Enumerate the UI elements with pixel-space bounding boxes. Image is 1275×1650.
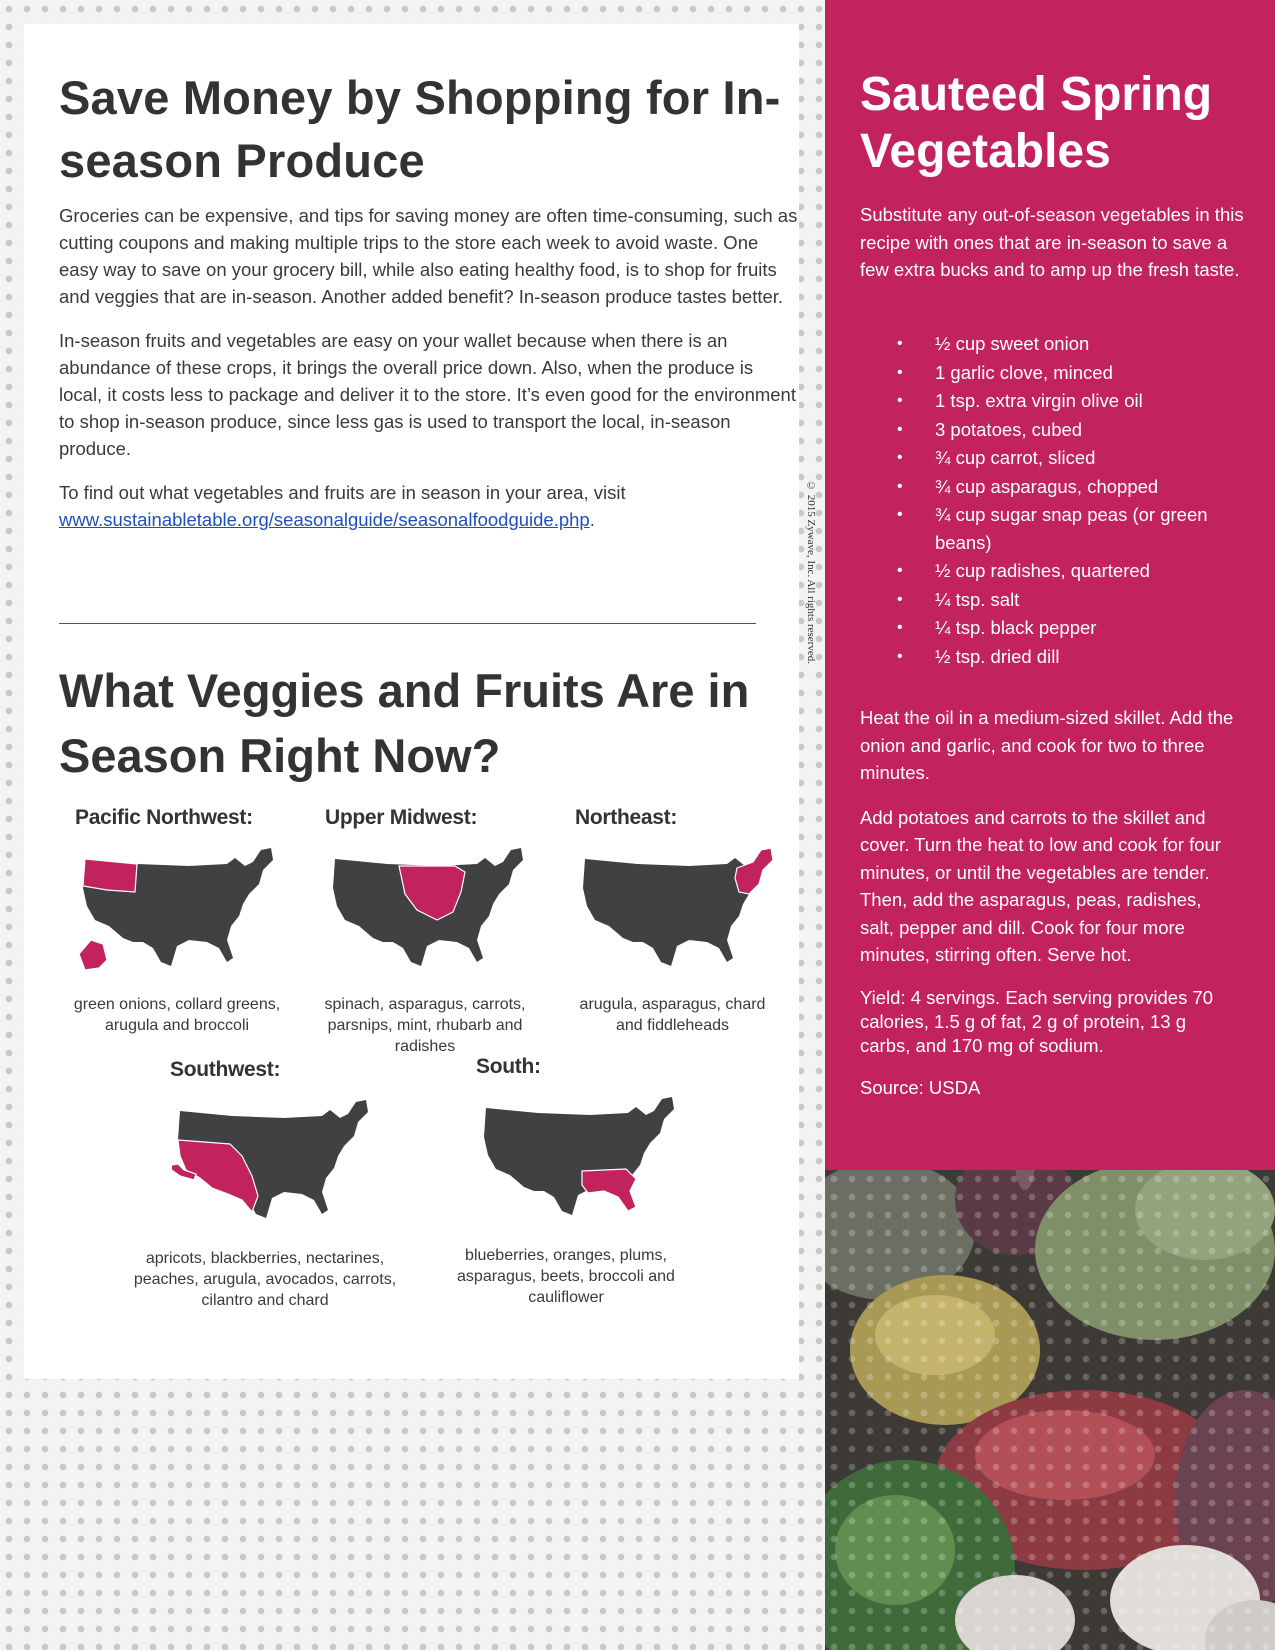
article bbox=[59, 66, 799, 533]
region-title: Pacific Northwest: bbox=[75, 806, 253, 829]
vegetables-photo bbox=[825, 1170, 1275, 1650]
recipe-step-2: Add potatoes and carrots to the skillet and cover. Turn the heat to low and cook for four minutes, or until the vegetables are tender. Then, add the asparagus, peas, radishes, salt, pepper and dill. Cook for four more minutes, stirring often. Serve hot. bbox=[860, 806, 1221, 965]
region-map bbox=[577, 844, 780, 974]
region-map bbox=[172, 1096, 405, 1226]
ingredient-list bbox=[860, 330, 1250, 671]
region-produce: arugula, asparagus, chard and fiddleheads bbox=[579, 996, 766, 1034]
region-southwest bbox=[133, 1058, 405, 1311]
bullet-icon: • bbox=[897, 506, 903, 523]
bullet-icon: • bbox=[897, 449, 903, 466]
article-paragraph-2: In-season fruits and vegetables are easy on your wallet because when there is an abundance of these crops, it brings the overall price down. Also, when the produce is local, it costs less to package and deliver it to the store. It’s even good for the environment to shop in-season produce, since less gas is used to transport the local, in-season produce. bbox=[59, 330, 796, 459]
recipe-steps bbox=[860, 704, 1240, 1118]
us-map bbox=[172, 1096, 372, 1226]
recipe-step-1: Heat the oil in a medium-sized skillet. Add the onion and garlic, and cook for two to three minutes. bbox=[860, 707, 1234, 783]
us-map bbox=[77, 844, 277, 974]
ingredient-item bbox=[860, 444, 1250, 472]
region-map bbox=[478, 1093, 711, 1223]
region-map bbox=[327, 844, 530, 974]
ingredient-text: ¾ cup sugar snap peas (or green beans) bbox=[935, 504, 1208, 553]
ingredient-item bbox=[860, 359, 1250, 387]
region-title: South: bbox=[476, 1055, 541, 1078]
bullet-icon: • bbox=[897, 363, 903, 381]
ingredient-text: ½ cup radishes, quartered bbox=[935, 560, 1150, 581]
ingredient-text: 3 potatoes, cubed bbox=[935, 418, 1083, 440]
bullet-icon: • bbox=[897, 619, 903, 636]
ingredient-text: ¾ cup asparagus, chopped bbox=[935, 475, 1159, 497]
section-divider bbox=[59, 623, 756, 624]
season-title: What Veggies and Fruits Are in Season Right Now? bbox=[59, 664, 750, 782]
recipe-source: Source: USDA bbox=[860, 1076, 981, 1098]
region-pacific-northwest bbox=[75, 806, 280, 1036]
bullet-icon: • bbox=[897, 647, 903, 665]
ingredient-item bbox=[860, 416, 1250, 444]
region-produce: spinach, asparagus, carrots, parsnips, mint, rhubarb and radishes bbox=[324, 996, 526, 1055]
ingredient-text: ¼ tsp. black pepper bbox=[935, 617, 1097, 638]
copyright-notice: © 2015 Zywave, Inc. All rights reserved. bbox=[805, 480, 817, 664]
region-northeast bbox=[575, 806, 780, 1036]
recipe-sidebar bbox=[825, 0, 1275, 1170]
region-title: Upper Midwest: bbox=[325, 806, 478, 829]
us-map bbox=[577, 844, 777, 974]
bullet-icon: • bbox=[897, 590, 903, 608]
bullet-icon: • bbox=[897, 477, 903, 495]
region-map bbox=[77, 844, 280, 974]
region-south bbox=[457, 1055, 711, 1308]
region-upper-midwest bbox=[325, 806, 530, 1057]
ingredient-text: 1 garlic clove, minced bbox=[935, 361, 1113, 383]
ingredient-text: ¼ tsp. salt bbox=[935, 588, 1020, 610]
ingredient-item bbox=[860, 586, 1250, 614]
ingredient-item bbox=[860, 643, 1250, 671]
region-produce: green onions, collard greens, arugula and broccoli bbox=[73, 996, 281, 1034]
region-title: Southwest: bbox=[170, 1058, 281, 1081]
recipe-title: Sauteed Spring Vegetables bbox=[860, 68, 1213, 178]
bullet-icon: • bbox=[897, 562, 903, 579]
ingredient-item bbox=[860, 501, 1250, 556]
ingredient-item bbox=[860, 614, 1250, 642]
photo-dot-overlay bbox=[825, 1170, 1275, 1650]
us-map bbox=[327, 844, 527, 974]
ingredient-text: ½ tsp. dried dill bbox=[935, 645, 1060, 667]
us-map bbox=[478, 1093, 678, 1223]
recipe-yield: Yield: 4 servings. Each serving provides 70 calories, 1.5 g of fat, 2 g of protein, 13 g carbs, and 170 mg of sodium. bbox=[860, 986, 1214, 1056]
bullet-icon: • bbox=[897, 420, 903, 438]
region-title: Northeast: bbox=[575, 806, 678, 829]
ingredient-item bbox=[860, 330, 1250, 358]
ingredient-item bbox=[860, 473, 1250, 501]
paragraph-3-suffix: . bbox=[589, 509, 595, 530]
seasonal-guide-link[interactable]: www.sustainabletable.org/seasonalguide/seasonalfoodguide.php bbox=[59, 509, 590, 530]
paragraph-3-prefix: To find out what vegetables and fruits are in season in your area, visit bbox=[59, 482, 626, 503]
ingredient-text: 1 tsp. extra virgin olive oil bbox=[935, 390, 1143, 411]
bullet-icon: • bbox=[897, 392, 903, 409]
ingredient-text: ½ cup sweet onion bbox=[935, 333, 1090, 354]
region-produce: apricots, blackberries, nectarines, peaches, arugula, avocados, carrots, cilantro and chard bbox=[133, 1250, 397, 1309]
ingredient-item bbox=[860, 387, 1250, 415]
ingredient-item bbox=[860, 557, 1250, 585]
bullet-icon: • bbox=[897, 335, 903, 352]
region-produce: blueberries, oranges, plums, asparagus, beets, broccoli and cauliflower bbox=[457, 1247, 675, 1306]
article-paragraph-1: Groceries can be expensive, and tips for saving money are often time-consuming, such as cutting coupons and making multiple trips to the store each week to avoid waste. One easy way to save on your grocery bill, while also eating healthy food, is to shop for fruits and veggies that are in-season. Another added benefit? In-season produce tastes better. bbox=[59, 205, 798, 307]
article-paragraph-3 bbox=[59, 479, 799, 533]
ingredient-text: ¾ cup carrot, sliced bbox=[935, 447, 1096, 468]
article-title: Save Money by Shopping for In-season Produce bbox=[59, 71, 781, 187]
recipe-intro: Substitute any out-of-season vegetables in this recipe with ones that are in-season to save a few extra bucks and to amp up the fresh taste. bbox=[860, 204, 1244, 280]
